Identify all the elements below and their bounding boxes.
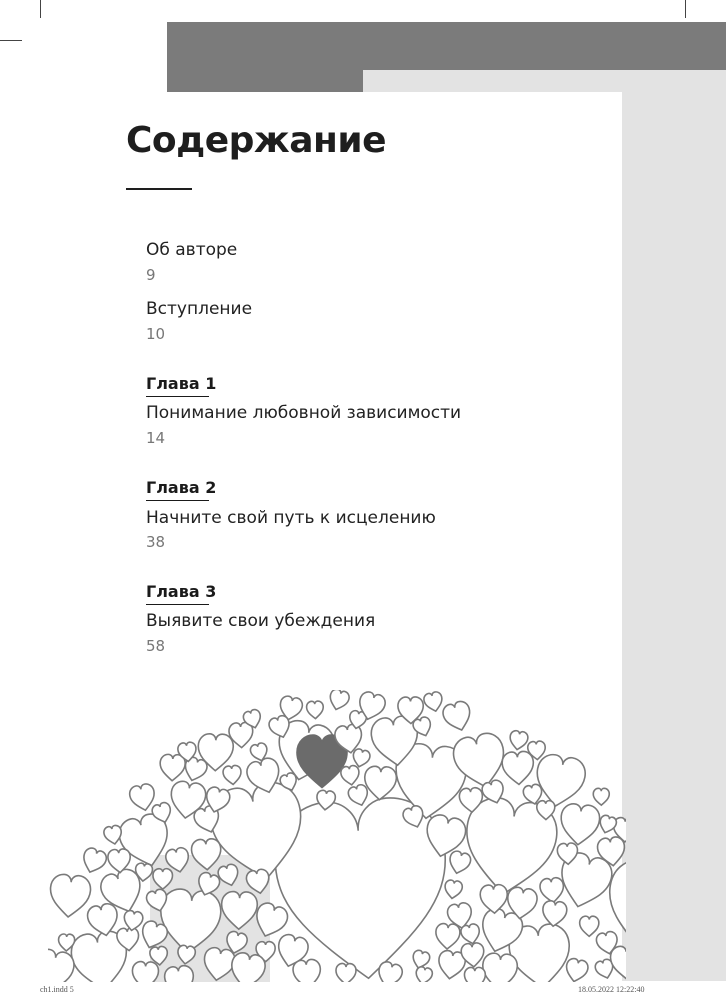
chapter-underline [146, 396, 209, 397]
toc-entry-title[interactable]: Об авторе [146, 240, 238, 260]
heart-outline-icon [423, 691, 445, 714]
toc-entry-title[interactable]: Начните свой путь к исцелению [146, 508, 436, 528]
toc-entry-page: 9 [146, 266, 156, 284]
toc-entry-title[interactable]: Выявите свои убеждения [146, 611, 376, 631]
heart-outline-icon [502, 751, 535, 785]
heart-outline-icon [132, 961, 159, 982]
heart-outline-icon [336, 963, 356, 982]
heart-outline-icon [480, 884, 508, 913]
chapter-label: Глава 2 [146, 478, 217, 497]
crop-mark [685, 0, 686, 18]
heart-outline-icon [541, 900, 567, 927]
chapter-underline [146, 500, 209, 501]
heart-outline-icon [79, 846, 108, 876]
heart-outline-icon [593, 788, 609, 805]
chapter-label: Глава 3 [146, 582, 217, 601]
heart-outline-icon [327, 690, 351, 712]
title-underline [126, 188, 192, 190]
heart-outline-icon [508, 730, 528, 751]
toc-entry-page: 58 [146, 637, 166, 655]
heart-outline-icon [48, 873, 92, 918]
heart-outline-icon [563, 957, 589, 982]
crop-mark [40, 0, 41, 18]
footer-timestamp: 18.05.2022 12:22:40 [578, 985, 645, 994]
heart-outline-icon [464, 967, 485, 982]
chapter-underline [146, 604, 209, 605]
toc-entry-title[interactable]: Вступление [146, 299, 253, 319]
heart-outline-icon [364, 766, 397, 801]
footer-filename: ch1.indd 5 [40, 985, 74, 994]
crop-mark [0, 40, 22, 41]
heart-outline-icon [481, 952, 518, 982]
heart-outline-icon [441, 699, 475, 734]
toc-entry-page: 38 [146, 533, 166, 551]
heart-outline-icon [30, 947, 77, 982]
page-title: Содержание [126, 120, 387, 161]
chapter-label: Глава 1 [146, 374, 217, 393]
hearts-pattern-icon [0, 690, 726, 982]
toc-entry-page: 10 [146, 325, 166, 343]
heart-outline-icon [580, 916, 599, 936]
toc-entry-title[interactable]: Понимание любовной зависимости [146, 403, 462, 423]
heart-outline-icon [539, 877, 565, 904]
heart-outline-icon [447, 850, 473, 876]
heart-outline-icon [435, 923, 460, 949]
heart-outline-icon [610, 946, 643, 980]
heart-outline-icon [460, 923, 482, 946]
heart-outline-icon [306, 701, 323, 719]
heart-outline-icon [223, 765, 243, 785]
heart-outline-icon [340, 765, 361, 786]
heart-outline-icon [414, 966, 433, 982]
heart-outline-icon [160, 754, 186, 781]
heart-outline-icon [559, 803, 601, 847]
heart-outline-icon [443, 879, 463, 899]
toc-entry-page: 14 [146, 429, 166, 447]
